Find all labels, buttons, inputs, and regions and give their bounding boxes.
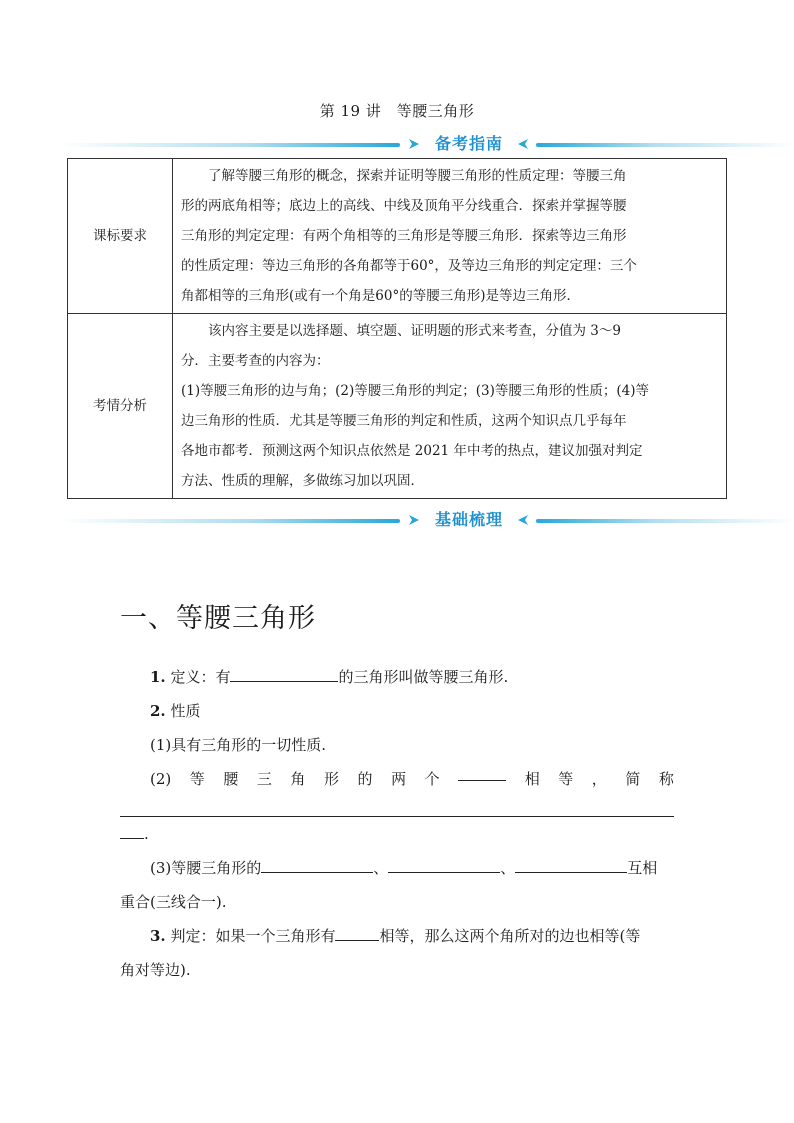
section-heading: 一、等腰三角形 xyxy=(120,603,316,634)
judgement-line: 3. 判定：如果一个三角形有 相等，那么这两个角所对的边也相等(等 xyxy=(120,919,674,953)
answer-blank[interactable] xyxy=(230,663,338,682)
property-2-line: (2) 等 腰 三 角 形 的 两 个 相 等 ， 简 称 xyxy=(120,762,674,796)
banner-line-left xyxy=(60,143,400,147)
answer-blank[interactable] xyxy=(261,854,373,873)
worksheet-content xyxy=(120,660,674,987)
banner-label: 基础梳理 xyxy=(434,510,503,529)
text-line: 形的两底角相等；底边上的高线、中线及顶角平分线重合．探索并掌握等腰 xyxy=(181,198,627,214)
property-3-end: 重合(三线合一). xyxy=(120,893,227,911)
banner-arrow-left-icon xyxy=(516,137,530,151)
answer-blank[interactable] xyxy=(120,820,144,839)
text-line: 分．主要考查的内容为： xyxy=(181,353,330,369)
banner-arrow-right-icon xyxy=(407,137,421,151)
banner-label: 备考指南 xyxy=(434,134,503,153)
definition-line: 1. 定义：有 的三角形叫做等腰三角形. xyxy=(120,660,674,694)
banner-line-left xyxy=(60,519,400,523)
row-head-exam-analysis: 考情分析 xyxy=(68,314,173,499)
section-banner-guide xyxy=(60,132,794,156)
text-line: 三角形的判定定理：有两个角相等的三角形是等腰三角形．探索等边三角形 xyxy=(181,228,627,244)
text-line: 各地市都考．预测这两个知识点依然是 2021 年中考的热点，建议加强对判定 xyxy=(181,443,643,459)
property-heading: 2. 性质 xyxy=(150,702,201,720)
text-line: 的性质定理：等边三角形的各角都等于60°，及等边三角形的判定定理：三个 xyxy=(181,258,637,274)
judgement-end: 角对等边). xyxy=(120,961,191,979)
banner-line-right xyxy=(536,143,794,147)
row-body-exam-analysis xyxy=(173,314,727,499)
banner-arrow-right-icon xyxy=(407,513,421,527)
answer-blank[interactable] xyxy=(388,854,500,873)
property-1: (1)具有三角形的一切性质. xyxy=(150,736,327,754)
answer-blank-long[interactable] xyxy=(120,796,674,817)
text-line: 方法、性质的理解，多做练习加以巩固． xyxy=(181,473,424,489)
answer-blank[interactable] xyxy=(335,922,379,941)
text-line: 边三角形的性质．尤其是等腰三角形的判定和性质，这两个知识点几乎每年 xyxy=(181,413,627,429)
banner-arrow-left-icon xyxy=(516,513,530,527)
row-head-curriculum: 课标要求 xyxy=(68,159,173,314)
text-line: 角都相等的三角形(或有一个角是60°的等腰三角形)是等边三角形． xyxy=(181,288,580,304)
text-line: 了解等腰三角形的概念，探索并证明等腰三角形的性质定理：等腰三角 xyxy=(208,168,627,184)
text-line: (1)等腰三角形的边与角；(2)等腰三角形的判定；(3)等腰三角形的性质；(4)等 xyxy=(181,383,649,399)
guide-table xyxy=(67,158,727,499)
table-row xyxy=(68,159,727,314)
table-row xyxy=(68,314,727,499)
row-body-curriculum xyxy=(173,159,727,314)
text-line: 该内容主要是以选择题、填空题、证明题的形式来考查，分值为 3～9 xyxy=(208,323,621,339)
banner-line-right xyxy=(536,519,794,523)
section-banner-basics xyxy=(60,508,794,532)
answer-blank[interactable] xyxy=(458,762,506,781)
property-3-line: (3)等腰三角形的 、 、 互相 xyxy=(120,851,674,885)
page-title: 第 19 讲 等腰三角形 xyxy=(319,102,475,120)
property-2-end: . xyxy=(120,817,674,851)
answer-blank[interactable] xyxy=(515,854,627,873)
